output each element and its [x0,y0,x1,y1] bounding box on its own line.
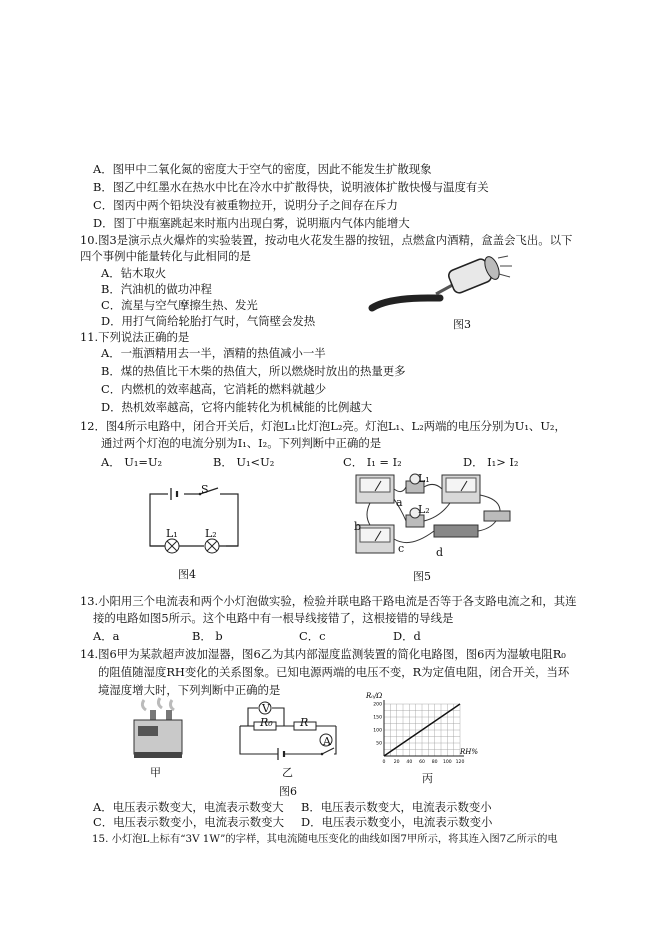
q11-option-c: C．内燃机的效率越高，它消耗的燃料就越少 [101,382,327,396]
figure-3-caption: 图3 [453,318,471,331]
fig5-label-b: b [354,520,362,533]
q14-option-b: B．电压表示数变大，电流表示数变小 [301,800,492,814]
chart-x-tick-label: 120 [455,760,465,765]
fig4-switch-label: S [201,483,209,496]
chart-x-tick-label: 100 [442,760,452,765]
q11-option-b: B．煤的热值比干木柴的热值大，所以燃烧时放出的热量更多 [101,364,406,378]
q12-option-d: D． I₁> I₂ [463,455,519,469]
figure-5-caption: 图5 [413,570,431,583]
chart-y-tick-label: 200 [373,702,382,708]
fig5-label-a: a [396,496,403,509]
q14-stem-line1: 14.图6甲为某款超声波加湿器，图6乙为其内部湿度监测装置的简化电路图，图6丙为湿敏电阻R₀ [80,647,566,661]
q14-option-d: D．电压表示数变小，电流表示数变小 [301,815,493,829]
q12-stem-line2: 通过两个灯泡的电流分别为I₁、I₂。下列判断中正确的是 [101,436,382,450]
fig6-ammeter-label: A [323,735,331,748]
q14-stem-line3: 境湿度增大时，下列判断中正确的是 [98,683,281,697]
q10-stem-line2: 四个事例中能量转化与此相同的是 [80,249,251,263]
q10-option-d: D．用打气筒给轮胎打气时，气筒壁会发热 [101,314,316,328]
q13-stem-line1: 13.小阳用三个电流表和两个小灯泡做实验，检验并联电路干路电流是否等于各支路电流之和，其连 [80,594,577,608]
q13-option-a: A．a [93,629,120,643]
chart-y-tick-label: 50 [376,741,382,747]
q12-stem-line1: 12．图4所示电路中，闭合开关后，灯泡L₁比灯泡L₂亮。灯泡L₁、L₂两端的电压分别为U₁、U₂， [80,419,566,433]
q11-stem: 11.下列说法正确的是 [80,330,190,344]
q9-option-c: C．图丙中两个铅块没有被重物拉开，说明分子之间存在斥力 [93,198,398,212]
fig5-label-l1: L₁ [418,472,430,485]
figure-6-label-yi: 乙 [282,766,293,779]
q10-option-c: C．流星与空气摩擦生热、发光 [101,298,258,312]
figure-6-label-bing: 丙 [422,772,433,785]
fig6-r0-label: R₀ [260,716,273,729]
q9-option-b: B．图乙中红墨水在热水中比在冷水中扩散得快，说明液体扩散快慢与温度有关 [93,180,489,194]
chart-x-tick-label: 40 [406,760,413,765]
fig5-label-l2: L₂ [418,503,430,516]
figure-4-series-circuit [140,480,250,560]
fig5-label-c: c [398,542,405,555]
chart-x-tick-label: 0 [382,760,386,765]
q11-option-a: A．一瓶酒精用去一半，酒精的热值减小一半 [101,346,326,360]
q12-option-b: B． U₁<U₂ [213,455,275,469]
q10-option-a: A．钻木取火 [101,266,167,280]
fig6-voltmeter-label: V [262,702,270,715]
q13-option-d: D．d [393,629,421,643]
figure-6-caption: 图6 [279,785,297,798]
figure-6-humidity-chart [360,690,495,776]
fig4-lamp2-label: L₂ [205,527,217,540]
chart-x-tick-label: 20 [393,760,400,765]
q12-option-a: A． U₁=U₂ [101,455,163,469]
figure-6-humidifier-photo [128,696,188,762]
chart-x-tick-label: 60 [419,760,425,765]
q13-option-c: C．c [299,629,326,643]
q15-stem: 15. 小灯泡L上标有“3V 1W”的字样，其电流随电压变化的曲线如图7甲所示，将其连入图7乙所示的电 [92,833,558,845]
q9-option-a: A．图甲中二氧化氮的密度大于空气的密度，因此不能发生扩散现象 [93,162,432,176]
q10-option-b: B．汽油机的做功冲程 [101,282,212,296]
figure-5-ammeter-circuit [350,469,515,564]
fig5-label-d: d [436,546,444,559]
fig6-r-label: R [300,716,309,729]
fig4-lamp1-label: L₁ [166,527,178,540]
chart-y-tick-labels [373,702,382,747]
q14-stem-line2: 的阻值随湿度RH变化的关系图象。已知电源两端的电压不变，R为定值电阻，闭合开关，当环 [98,665,570,679]
figure-6-label-jia: 甲 [150,766,161,779]
chart-y-tick-label: 150 [373,715,382,721]
q14-option-c: C．电压表示数变小，电流表示数变大 [93,815,284,829]
q11-option-d: D．热机效率越高，它将内能转化为机械能的比例越大 [101,400,373,414]
chart-y-tick-label: 100 [373,728,382,734]
q9-option-d: D．图丁中瓶塞跳起来时瓶内出现白雾，说明瓶内气体内能增大 [93,216,410,230]
figure-6-humidity-circuit [232,696,342,764]
figure-4-caption: 图4 [178,568,196,581]
q10-stem-line1: 10.图3是演示点火爆炸的实验装置，按动电火花发生器的按钮，点燃盒内酒精，盒盖会飞出。以下 [80,233,573,247]
q12-option-c: C． I₁ = I₂ [343,455,402,469]
q13-stem-line2: 接的电路如图5所示。这个电路中有一根导线接错了，这根接错的导线是 [93,611,454,625]
figure-3-ignition-device [368,254,518,318]
chart-x-tick-labels [383,759,465,765]
chart-x-label: RH% [460,748,479,756]
chart-x-tick-label: 80 [431,760,438,765]
q13-option-b: B． b [192,629,223,643]
q14-option-a: A．电压表示数变大，电流表示数变大 [93,800,284,814]
chart-y-label: R₀/Ω [366,692,383,700]
